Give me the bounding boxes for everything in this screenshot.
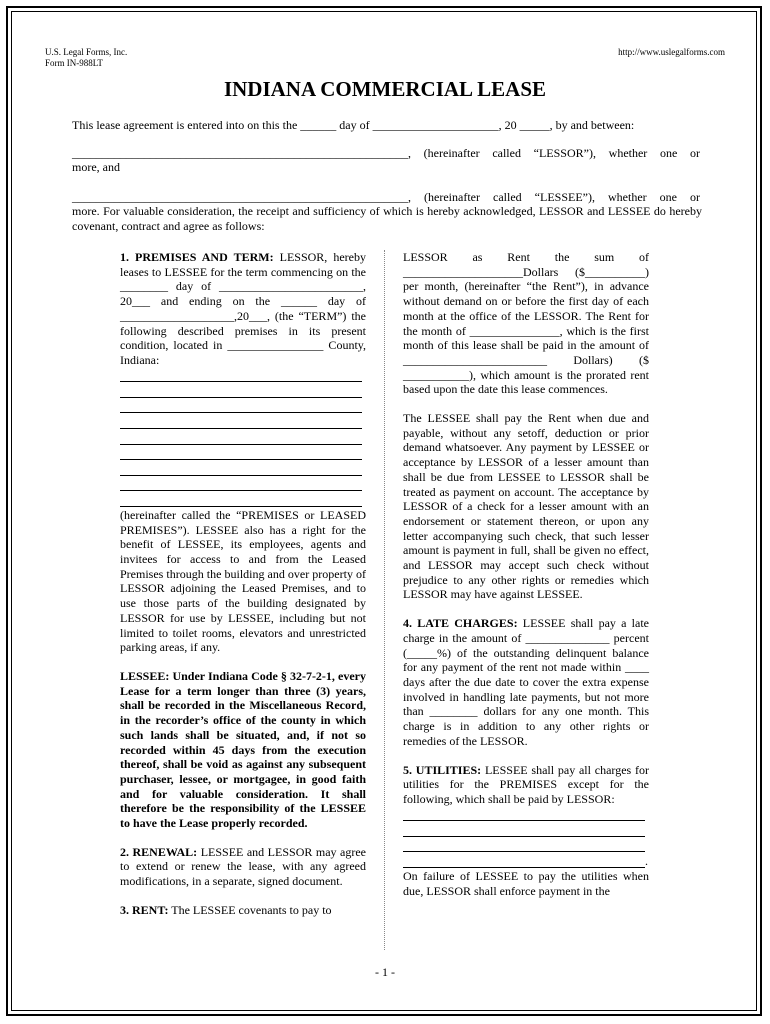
blank-line xyxy=(403,807,645,822)
column-divider xyxy=(384,250,385,950)
header-company: U.S. Legal Forms, Inc. xyxy=(45,47,128,57)
premises-description-blanks xyxy=(120,368,366,507)
lessee-continuation: more. For valuable consideration, the receipt and sufficiency of which is hereby acknowledged, LESSOR and LESSEE do hereby covenant, contract and agree as follows: xyxy=(72,204,702,233)
rent-terms: LESSOR as Rent the sum of ____________________Dollars ($__________) per month, (hereinafter “the Rent”), in advance without demand on or before the first day of each month at the office of the LESSOR. The Rent for the month of _______________, which is the first month of this lease shall be paid in the amount of ________________________ Dollars) ($ ___________), which amount is the prorated rent based upon the date this lease commences. xyxy=(403,250,649,397)
blank-line xyxy=(120,446,362,461)
blank-line xyxy=(120,492,362,507)
lessor-line: ________________________________________________________, (hereinafter called “LESSOR”), whether one or xyxy=(72,146,700,160)
blank-line xyxy=(403,822,645,837)
section-1-text: LESSOR, hereby leases to LESSEE for the term commencing on the ________ day of ________________________, 20___ and ending on the ______ day of ___________________,20___, (the “TERM”) the following described premises in its present condition, located in ________________ County, Indiana: xyxy=(120,250,367,367)
blank-line xyxy=(120,461,362,476)
recording-notice: LESSEE: Under Indiana Code § 32-7-2-1, every Lease for a term longer than three (3) years, shall be recorded in the Miscellaneous Record, in the recorder’s office of the county in which such lands shall be situated, and, if not so recorded within 45 days from the execution thereof, shall be void as against any subsequent purchaser, lessee, or mortgagee, in good faith and for valuable consideration. It shall therefore be the responsibility of the LESSEE to have the Lease properly recorded. xyxy=(120,669,366,831)
premises-continuation: (hereinafter called the “PREMISES or LEASED PREMISES”). LESSEE also has a right for the benefit of LESSEE, its employees, agents and invitees for access to and from the Leased Premises through the building and over property of LESSOR adjoining the Leased Premises, and to use those parts of the building designated by LESSOR for use by LESSEE, including but not limited to toilet rooms, elevators and unrestricted parking areas, if any. xyxy=(120,507,366,655)
blank-line xyxy=(403,838,645,853)
right-column xyxy=(403,250,649,898)
section-2-text: LESSEE and LESSOR may agree to extend or renew the lease, with any agreed modifications, in a separate, signed document. xyxy=(120,844,366,889)
blank-line xyxy=(120,399,362,414)
section-utilities xyxy=(403,763,649,807)
page-number: - 1 - xyxy=(375,965,395,979)
left-column xyxy=(120,250,366,918)
blank-line xyxy=(120,477,362,492)
period-mark: . xyxy=(645,854,648,869)
document-title: INDIANA COMMERCIAL LEASE xyxy=(223,77,547,101)
section-3-heading: 3. RENT: xyxy=(120,902,169,917)
header-url: http://www.uslegalforms.com xyxy=(618,47,725,57)
blank-line xyxy=(120,383,362,398)
utilities-continuation: On failure of LESSEE to pay the utilities when due, LESSOR shall enforce payment in the xyxy=(403,868,649,898)
lessor-continuation: more, and xyxy=(72,160,120,174)
blank-line-with-period xyxy=(403,853,649,869)
intro-line: This lease agreement is entered into on this the ______ day of _____________________, 20 _____, by and between: xyxy=(72,118,635,132)
section-4-text: LESSEE shall pay a late charge in the amount of ______________ percent (_____%) of the outstanding delinquent balance for any payment of the rent not made within ____ days after the due date to cover the extra expense involved in handling late payments, but not more than ________ dollars for any one month. This charge is in addition to any other rights or remedies of the LESSOR. xyxy=(403,616,649,748)
section-renewal xyxy=(120,845,366,889)
section-1-heading: 1. PREMISES AND TERM: xyxy=(120,250,274,264)
section-5-heading: 5. UTILITIES: xyxy=(403,762,482,777)
rent-payment-terms: The LESSEE shall pay the Rent when due and payable, without any setoff, deduction or prior demand whatsoever. Any payment by LESSEE or acceptance by LESSOR of a lesser amount than shall be due from LESSEE to LESSOR shall be treated as payment on account. The acceptance by LESSOR of a check for a lesser amount with an endorsement or statement thereon, or upon any letter accompanying such check, that such lesser amount is payment in full, shall be given no effect, and LESSOR may accept such check without prejudice to any other rights or remedies which LESSOR may have against LESSEE. xyxy=(403,411,649,602)
section-4-heading: 4. LATE CHARGES: xyxy=(403,616,518,631)
section-premises-term xyxy=(120,250,366,368)
utilities-blanks xyxy=(403,807,649,869)
section-3-text: The LESSEE covenants to pay to xyxy=(168,902,332,917)
lessee-line: ________________________________________________________, (hereinafter called “LESSEE”), whether one or xyxy=(72,190,700,204)
section-late-charges xyxy=(403,616,649,748)
section-rent xyxy=(120,903,366,918)
section-2-heading: 2. RENEWAL: xyxy=(120,844,198,859)
header-form-id: Form IN-988LT xyxy=(45,58,103,68)
section-5-text: LESSEE shall pay all charges for utilities for the PREMISES except for the following, which shall be paid by LESSOR: xyxy=(403,762,649,806)
blank-line xyxy=(120,368,362,383)
blank-line xyxy=(120,414,362,429)
blank-line xyxy=(120,430,362,445)
blank-line xyxy=(403,853,645,868)
